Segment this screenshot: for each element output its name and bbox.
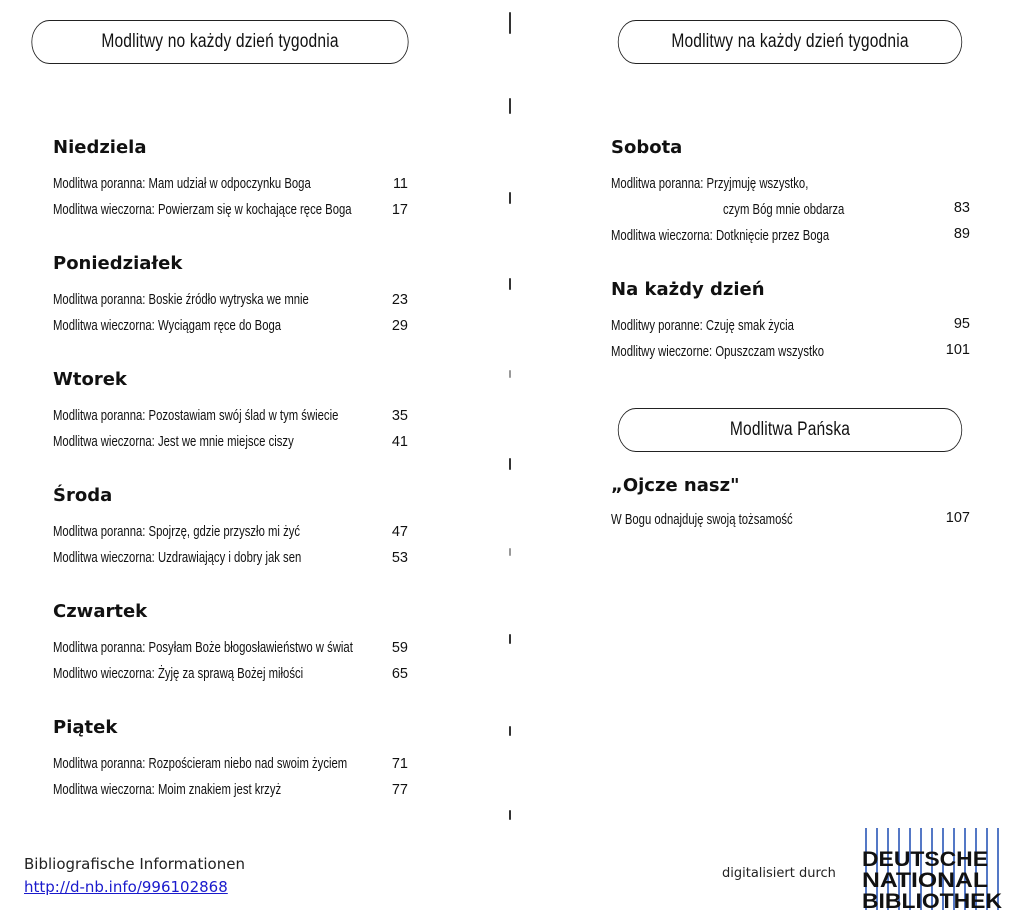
toc-entry: Modlitwa poranna: Spojrzę, gdzie przyszło mi żyć — [53, 524, 301, 540]
toc-entry-continuation: czym Bóg mnie obdarza — [723, 202, 845, 218]
toc-page-number: 11 — [392, 176, 408, 192]
toc-page-number: 29 — [391, 318, 408, 334]
dnb-logo-line-1: DEUTSCHE — [862, 848, 988, 871]
toc-entry: Modlitwa poranna: Boskie źródło wytryska we mnie — [53, 292, 309, 308]
toc-page-number: 95 — [953, 316, 970, 332]
toc-page-number: 107 — [945, 510, 970, 526]
toc-entry: Modlitwa wieczorna: Jest we mnie miejsce ciszy — [53, 434, 294, 450]
section-title-na-kazdy-dzien: Na każdy dzień — [611, 279, 765, 300]
gutter-mark — [509, 98, 511, 114]
toc-entry: Modlitwo wieczorna: Żyję za sprawą Bożej miłości — [53, 666, 304, 682]
section-title-sroda: Środa — [53, 485, 113, 506]
gutter-mark — [509, 548, 511, 556]
toc-entry: W Bogu odnajduję swoją tożsamość — [611, 512, 793, 528]
section-title-niedziela: Niedziela — [53, 137, 147, 158]
toc-entry: Modlitwa poranna: Rozpościeram niebo nad swoim życiem — [53, 756, 348, 772]
bibliographic-info-link[interactable]: http://d-nb.info/996102868 — [24, 878, 228, 896]
toc-entry: Modlitwa poranna: Przyjmuję wszystko, — [611, 176, 809, 192]
dnb-logo-line-2: NATIONAL — [862, 869, 989, 892]
bibliographic-info-label: Bibliografische Informationen — [24, 855, 245, 873]
toc-page-number: 71 — [391, 756, 408, 772]
left-banner-text: Modlitwy no każdy dzień tygodnia — [101, 31, 339, 52]
left-page-banner — [31, 20, 408, 64]
right-page-banner — [618, 20, 962, 64]
right-banner-text: Modlitwy na każdy dzień tygodnia — [671, 31, 909, 52]
modlitwa-panska-banner — [618, 408, 962, 452]
toc-page-number: 47 — [391, 524, 408, 540]
toc-entry: Modlitwa poranna: Posyłam Boże błogosławieństwo w świat — [53, 640, 353, 656]
section-title-piatek: Piątek — [53, 717, 118, 738]
toc-page-number: 35 — [391, 408, 408, 424]
toc-entry: Modlitwa poranna: Pozostawiam swój ślad w tym świecie — [53, 408, 339, 424]
digitized-by-label: digitalisiert durch — [722, 866, 836, 881]
toc-page-number: 41 — [391, 434, 408, 450]
bibliographic-info — [24, 855, 245, 896]
section-title-ojcze-nasz: „Ojcze nasz" — [611, 475, 740, 496]
toc-page-number: 65 — [391, 666, 408, 682]
toc-page-number: 101 — [945, 342, 970, 358]
gutter-mark — [509, 278, 511, 290]
toc-page-number: 89 — [953, 226, 970, 242]
toc-entry: Modlitwa wieczorna: Dotknięcie przez Boga — [611, 228, 830, 244]
toc-entry: Modlitwa wieczorna: Powierzam się w kochające ręce Boga — [53, 202, 352, 218]
section-title-wtorek: Wtorek — [53, 369, 127, 390]
modlitwa-panska-banner-text: Modlitwa Pańska — [729, 419, 851, 440]
left-page — [0, 0, 500, 840]
gutter-mark — [509, 726, 511, 736]
gutter-mark — [509, 810, 511, 820]
toc-entry: Modlitwa poranna: Mam udział w odpoczynku Boga — [53, 176, 311, 192]
toc-page-number: 17 — [391, 202, 408, 218]
book-gutter — [500, 0, 520, 840]
toc-entry: Modlitwa wieczorna: Uzdrawiający i dobry jak sen — [53, 550, 302, 566]
gutter-mark — [509, 370, 511, 378]
gutter-mark — [509, 634, 511, 644]
toc-page-number: 23 — [391, 292, 408, 308]
dnb-logo-line-3: BIBLIOTHEK — [862, 890, 1002, 910]
right-page — [520, 0, 1024, 840]
toc-page-number: 59 — [391, 640, 408, 656]
gutter-mark — [509, 12, 511, 34]
section-title-sobota: Sobota — [611, 137, 683, 158]
toc-page-number: 83 — [953, 200, 970, 216]
section-title-poniedzialek: Poniedziałek — [53, 253, 183, 274]
section-title-czwartek: Czwartek — [53, 601, 148, 622]
gutter-mark — [509, 192, 511, 204]
dnb-logo — [862, 828, 1002, 910]
toc-entry: Modlitwy poranne: Czuję smak życia — [611, 318, 794, 334]
toc-entry: Modlitwa wieczorna: Wyciągam ręce do Boga — [53, 318, 282, 334]
toc-entry: Modlitwa wieczorna: Moim znakiem jest krzyż — [53, 782, 282, 798]
toc-page-number: 77 — [391, 782, 408, 798]
toc-entry: Modlitwy wieczorne: Opuszczam wszystko — [611, 344, 825, 360]
toc-page-number: 53 — [391, 550, 408, 566]
gutter-mark — [509, 458, 511, 470]
